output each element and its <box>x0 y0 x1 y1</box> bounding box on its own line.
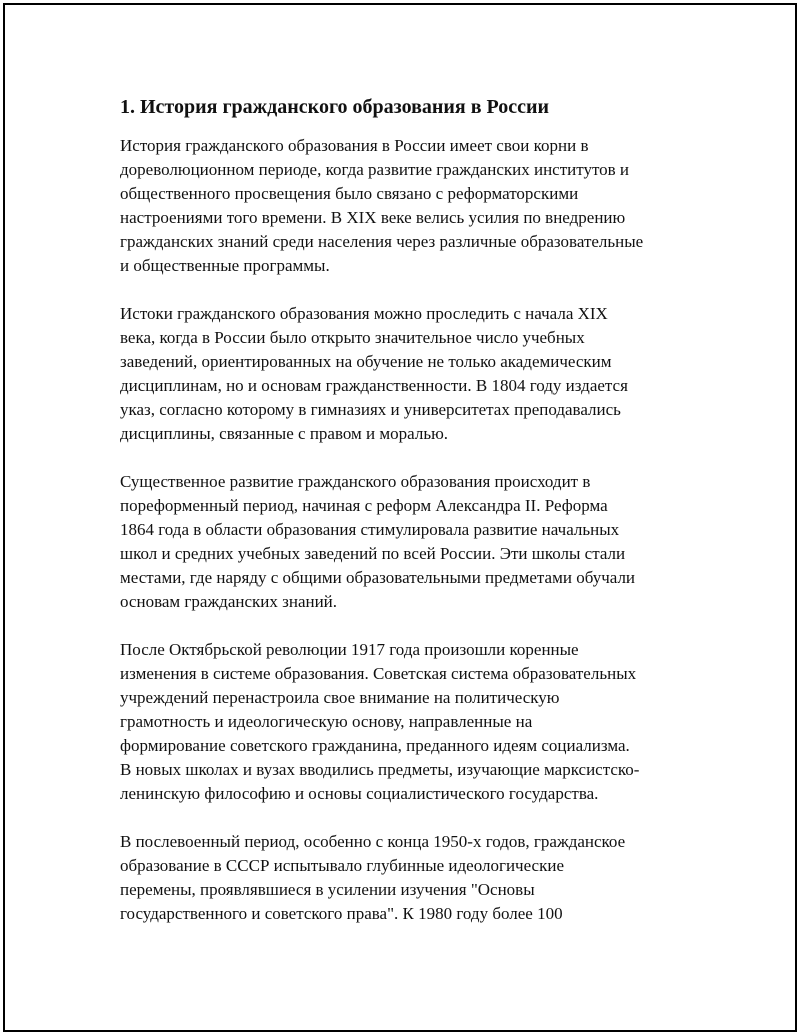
text-line: общественного просвещения было связано с реформаторскими <box>120 184 579 203</box>
text-line: Истоки гражданского образования можно проследить с начала XIX <box>120 304 608 323</box>
section-heading: 1. История гражданского образования в России <box>120 96 550 118</box>
text-line: государственного и советского права". К 1980 году более 100 <box>120 904 563 923</box>
text-line: изменения в системе образования. Советская система образовательных <box>120 664 637 683</box>
paragraph-3 <box>120 470 700 614</box>
document-page <box>3 3 797 1032</box>
text-line: образование в СССР испытывало глубинные идеологические <box>120 856 565 875</box>
text-line: Существенное развитие гражданского образования происходит в <box>120 472 591 491</box>
text-line: После Октябрьской революции 1917 года произошли коренные <box>120 640 579 659</box>
text-line: дисциплины, связанные с правом и моралью. <box>120 424 449 443</box>
text-line: В послевоенный период, особенно с конца 1950-х годов, гражданское <box>120 832 626 851</box>
text-line: История гражданского образования в России имеет свои корни в <box>120 136 589 155</box>
text-line: и общественные программы. <box>120 256 330 275</box>
text-line: дисциплинам, но и основам гражданственности. В 1804 году издается <box>120 376 628 395</box>
text-line: местами, где наряду с общими образовательными предметами обучали <box>120 568 636 587</box>
text-line: В новых школах и вузах вводились предметы, изучающие марксистско- <box>120 760 640 779</box>
text-line: заведений, ориентированных на обучение не только академическим <box>120 352 612 371</box>
text-line: гражданских знаний среди населения через различные образовательные <box>120 232 644 251</box>
text-line: указ, согласно которому в гимназиях и университетах преподавались <box>120 400 621 419</box>
paragraph-4 <box>120 638 700 806</box>
text-line: перемены, проявлявшиеся в усилении изучения "Основы <box>120 880 535 899</box>
paragraph-5 <box>120 830 700 926</box>
text-line: учреждений перенастроила свое внимание на политическую <box>120 688 560 707</box>
text-line: грамотность и идеологическую основу, направленные на <box>120 712 533 731</box>
text-line: основам гражданских знаний. <box>120 592 338 611</box>
document-body <box>120 95 700 950</box>
text-line: настроениями того времени. В XIX веке велись усилия по внедрению <box>120 208 626 227</box>
text-line: школ и средних учебных заведений по всей России. Эти школы стали <box>120 544 626 563</box>
text-line: ленинскую философию и основы социалистического государства. <box>120 784 599 803</box>
paragraph-2 <box>120 302 700 446</box>
text-line: пореформенный период, начиная с реформ Александра II. Реформа <box>120 496 608 515</box>
paragraph-1 <box>120 134 700 278</box>
text-line: века, когда в России было открыто значительное число учебных <box>120 328 585 347</box>
text-line: формирование советского гражданина, преданного идеям социализма. <box>120 736 630 755</box>
text-line: дореволюционном периоде, когда развитие гражданских институтов и <box>120 160 630 179</box>
text-line: 1864 года в области образования стимулировала развитие начальных <box>120 520 620 539</box>
